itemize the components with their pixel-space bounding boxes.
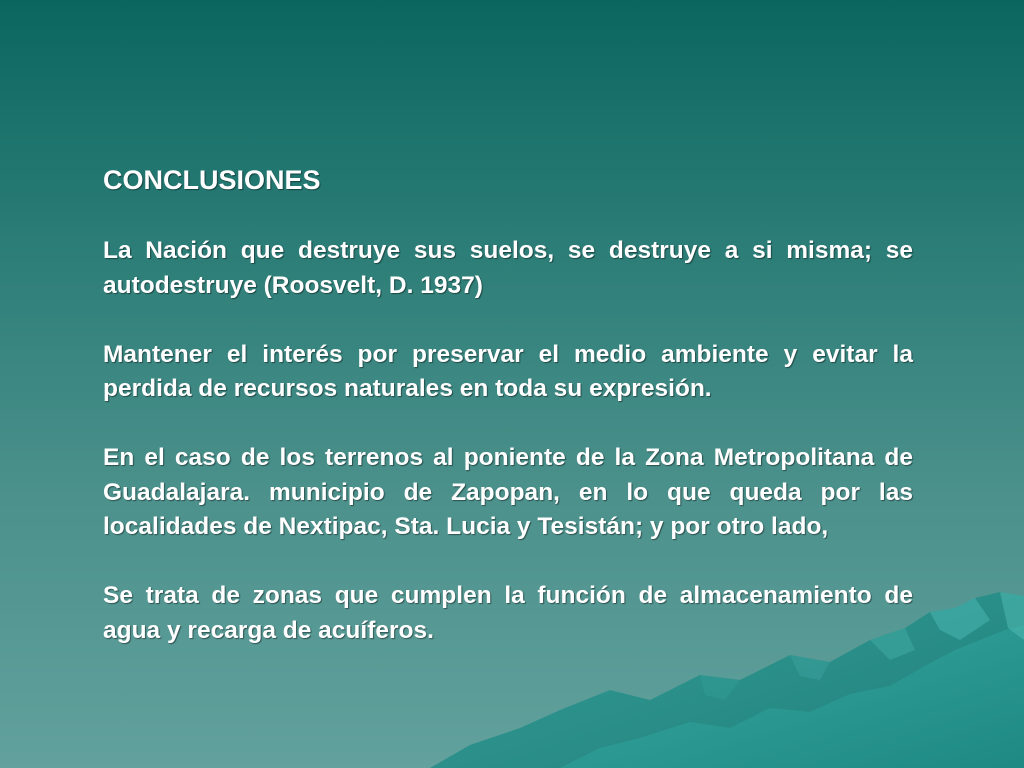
paragraph-3: En el caso de los terrenos al poniente de la Zona Metropolitana de Guadalajara. municipio de Zapopan, en lo que queda por las localidades de Nextipac, Sta. Lucia y Tesistán; y por otro lado, [103,444,913,540]
paragraph-1: La Nación que destruye sus suelos, se destruye a si misma; se autodestruye (Roosvelt, D. 1937) [103,237,913,299]
slide-title: CONCLUSIONES [103,165,321,195]
slide-content [103,160,913,683]
paragraph-4: Se trata de zonas que cumplen la función de almacenamiento de agua y recarga de acuíferos. [103,582,913,644]
paragraph-2: Mantener el interés por preservar el medio ambiente y evitar la perdida de recursos naturales en toda su expresión. [103,340,913,402]
